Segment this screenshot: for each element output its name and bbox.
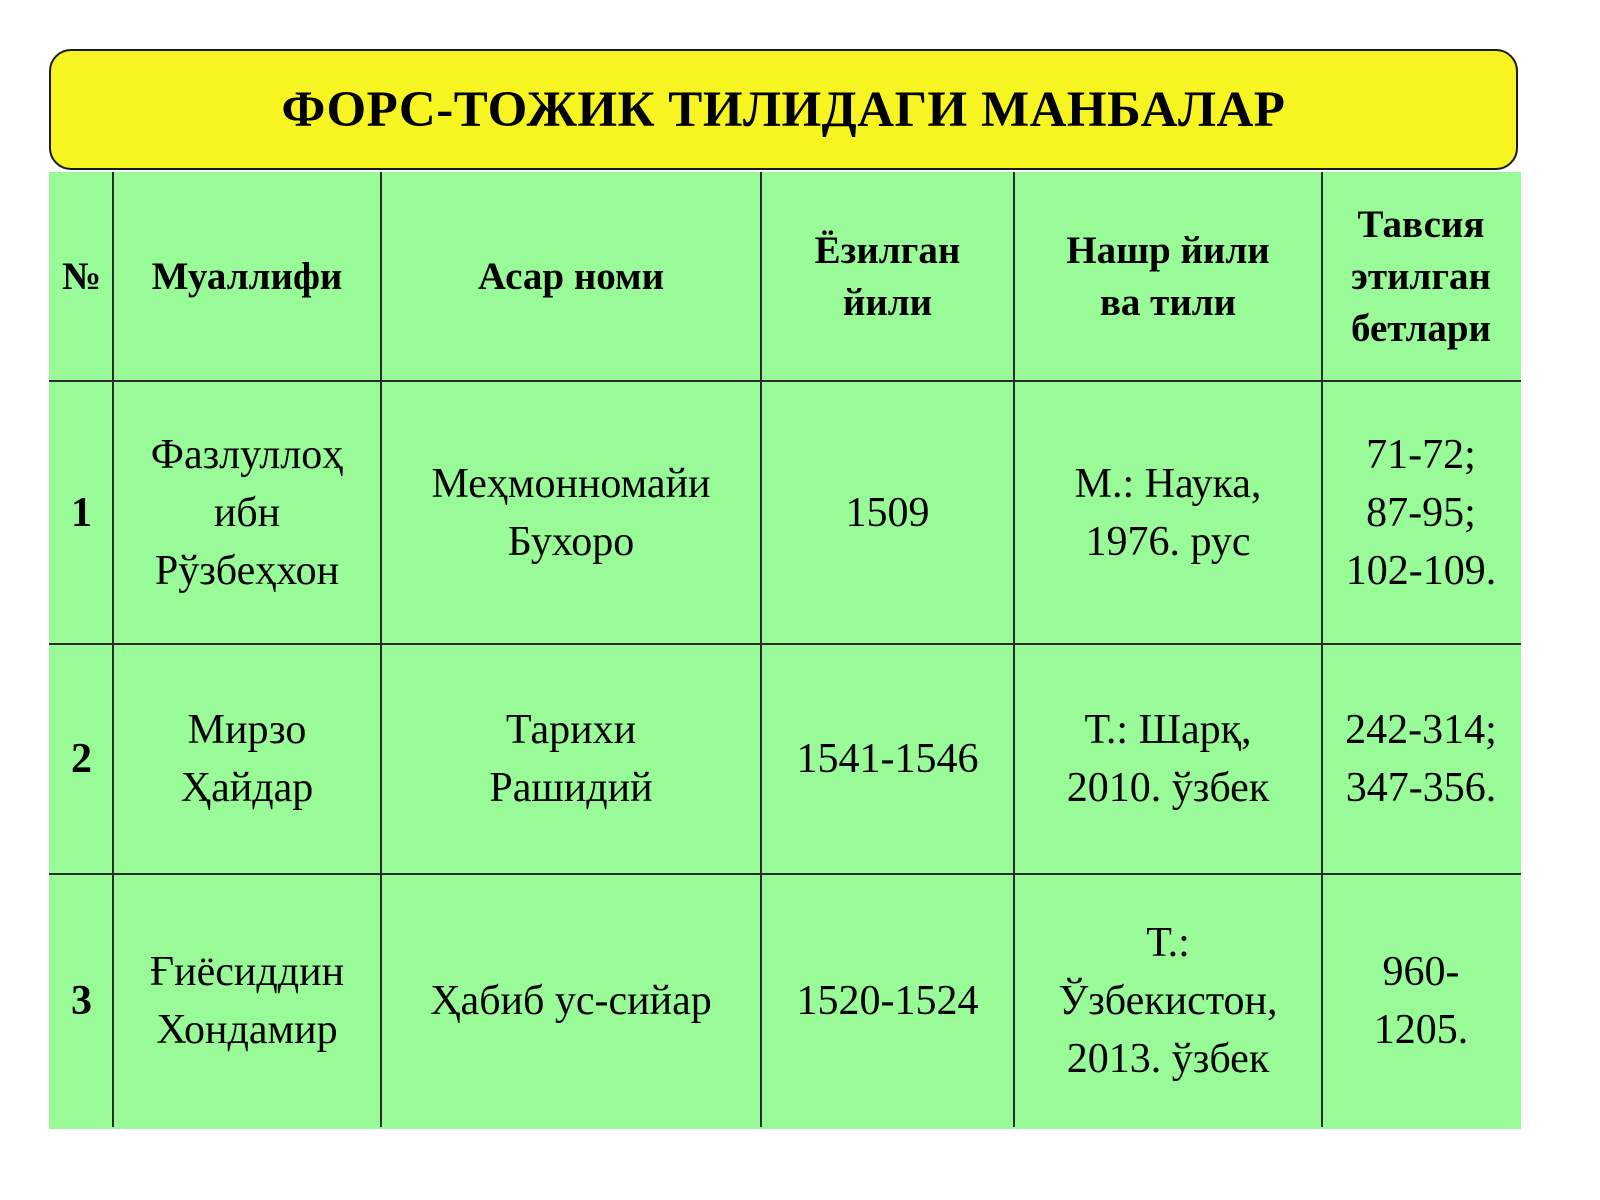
- written-cell: 1541-1546: [761, 644, 1014, 874]
- header-row: [50, 173, 1520, 381]
- table-row: [50, 644, 1520, 874]
- header-author: Муаллифи: [113, 173, 381, 381]
- publication-cell: М.: Наука, 1976. рус: [1014, 381, 1322, 644]
- row-number: 1: [50, 381, 113, 644]
- author-cell: Мирзо Ҳайдар: [113, 644, 381, 874]
- header-pages: Тавсия этилган бетлари: [1322, 173, 1520, 381]
- header-work: Асар номи: [381, 173, 761, 381]
- table-row: [50, 874, 1520, 1128]
- sources-table: [49, 172, 1521, 1129]
- row-number: 3: [50, 874, 113, 1128]
- header-num: №: [50, 173, 113, 381]
- written-cell: 1509: [761, 381, 1014, 644]
- work-cell: Ҳабиб ус-сийар: [381, 874, 761, 1128]
- title-banner: [49, 49, 1518, 170]
- row-number: 2: [50, 644, 113, 874]
- author-cell: Ғиёсиддин Хондамир: [113, 874, 381, 1128]
- pages-cell: 960- 1205.: [1322, 874, 1520, 1128]
- header-publication: Нашр йили ва тили: [1014, 173, 1322, 381]
- work-cell: Тарихи Рашидий: [381, 644, 761, 874]
- written-cell: 1520-1524: [761, 874, 1014, 1128]
- table-row: [50, 381, 1520, 644]
- author-cell: Фазлуллоҳ ибн Рўзбеҳхон: [113, 381, 381, 644]
- pages-cell: 71-72; 87-95; 102-109.: [1322, 381, 1520, 644]
- page-title: ФОРС-ТОЖИК ТИЛИДАГИ МАНБАЛАР: [281, 81, 1286, 138]
- header-written: Ёзилган йили: [761, 173, 1014, 381]
- pages-cell: 242-314; 347-356.: [1322, 644, 1520, 874]
- work-cell: Меҳмонномайи Бухоро: [381, 381, 761, 644]
- publication-cell: Т.: Шарқ, 2010. ўзбек: [1014, 644, 1322, 874]
- publication-cell: Т.: Ўзбекистон, 2013. ўзбек: [1014, 874, 1322, 1128]
